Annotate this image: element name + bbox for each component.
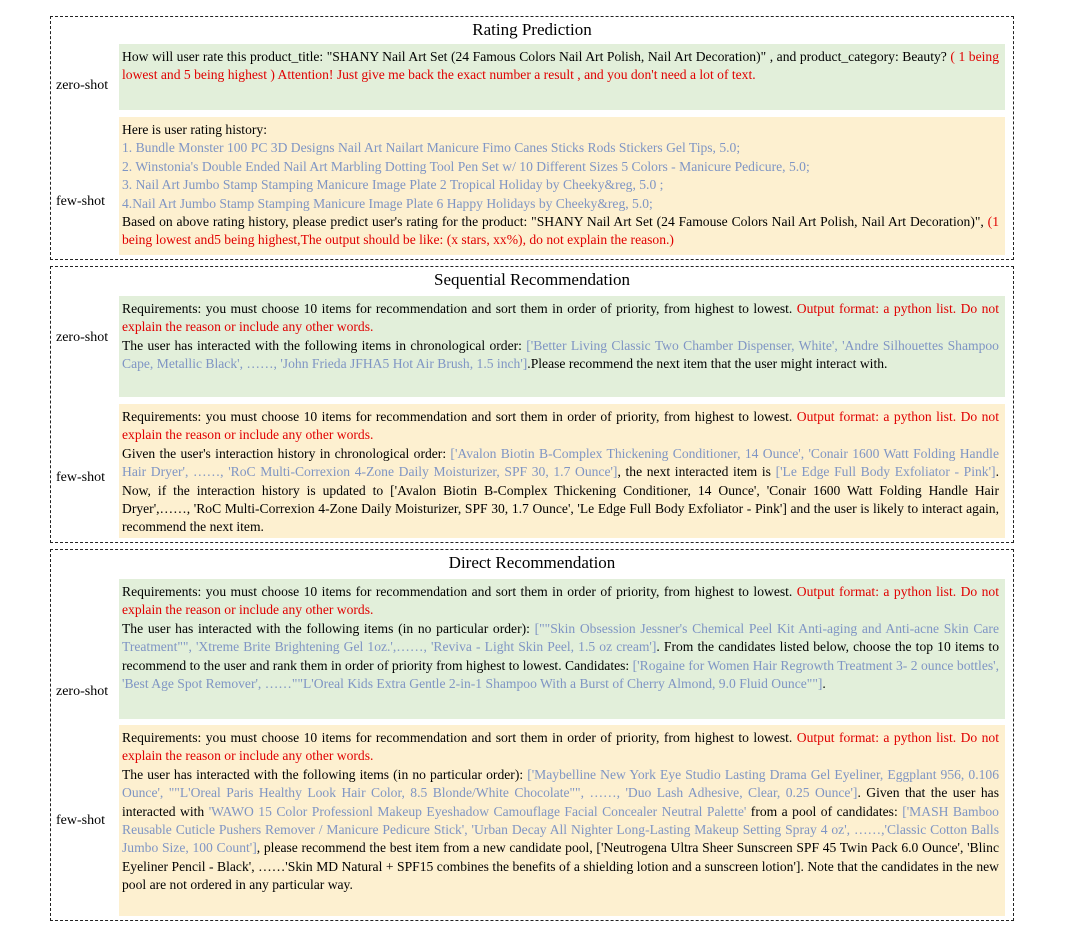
prompt-text: How will user rate this product_title: "SHANY Nail Art Set (24 Famous Colors Nail Art Polish, Nail Art Decoration)" , and product_category: Beauty?: [122, 49, 951, 64]
prompt-text: Based on above rating history, please predict user's rating for the product: "SHANY Nail Art Set (24 Famouse Colors Nail Art Polish, Nail Art Decoration)",: [122, 214, 988, 230]
section-title: Rating Prediction: [472, 20, 592, 39]
few-shot-prompt-box: [119, 725, 1005, 916]
few-shot-label: few-shot: [56, 194, 105, 209]
few-shot-label: few-shot: [56, 470, 105, 485]
history-item: 4.Nail Art Jumbo Stamp Stamping Manicure Image Plate 6 Happy Holidays by Cheeky&reg, 5.0;: [122, 195, 653, 211]
candidate-list: ['Rogaine for Women Hair Regrowth Treatment 3- 2 ounce bottles', 'Best Age Spot Remover', ……""L'Oreal Kids Extra Gentle 2-in-1 Shampoo With a Burst of Cherry Almond, 9.0 Fluid Ounce""]: [122, 657, 999, 692]
few-shot-prompt-box: [119, 117, 1005, 255]
history-item: 2. Winstonia's Double Ended Nail Art Marbling Dotting Tool Pen Set w/ 10 Different Sizes 5 Colors - Manicure Pedicure, 5.0;: [122, 158, 810, 174]
history-item: 3. Nail Art Jumbo Stamp Stamping Manicure Image Plate 2 Tropical Holiday by Cheeky&reg, 5.0 ;: [122, 177, 664, 193]
instruction-text: Output format: a python list. Do not explain the reason or include any other words.: [122, 301, 1000, 335]
zero-shot-prompt-box: [119, 44, 1005, 110]
few-shot-prompt-box: [119, 404, 1005, 538]
instruction-text: Output format: a python list. Do not explain the reason or include any other words.: [122, 730, 1000, 764]
few-shot-label: few-shot: [56, 813, 105, 828]
zero-shot-prompt-box: [119, 296, 1005, 397]
instruction-text: (1 being lowest and5 being highest,The output should be like: (x stars, xx%), do not explain the reason.): [122, 214, 999, 248]
sequential-recommendation-section: [50, 266, 1014, 543]
history-intro: Here is user rating history:: [122, 122, 267, 137]
direct-recommendation-section: [50, 549, 1014, 921]
item-name: 'WAWO 15 Color Professionl Makeup Eyeshadow Camouflage Facial Concealer Neutral Palette': [208, 803, 747, 819]
prompt-text: Requirements: you must choose 10 items for recommendation and sort them in order of priority, from highest to lowest.: [122, 584, 797, 599]
prompt-text: The user has interacted with the following items in chronological order:: [122, 337, 527, 353]
item-list: ['Maybelline New York Eye Studio Lasting Drama Gel Eyeliner, Eggplant 956, 0.106 Ounce', ""L'Oreal Paris Healthy Look Hair Color, 8.5 Blonde/White Chocolate"", ……, 'Duo Lash Adhesive, Clear, 0.25 Ounce']: [122, 766, 999, 801]
prompt-text: . Now, if the interaction history is updated to ['Avalon Biotin B-Complex Thickening Conditioner, 14 Ounce', 'Conair 1600 Watt Folding Handle Hair Dryer',……, 'RoC Multi-Correxion 4-Zone Daily Moisturizer, SPF 30, 1.7 Ounce', 'Le Edge Full Body Exfoliator - Pink'] and the user is likely to interact again, recommend the next item.: [122, 464, 999, 535]
item-list: ['Better Living Classic Two Chamber Dispenser, White', 'Andre Silhouettes Shampoo Cape, Metallic Black', ……, 'John Frieda JFHA5 Hot Air Brush, 1.5 inch']: [122, 337, 999, 372]
instruction-text: Output format: a python list. Do not explain the reason or include any other words.: [122, 584, 1000, 618]
candidate-list: ['MASH Bamboo Reusable Cuticle Pushers Remover / Manicure Pedicure Stick', 'Urban Decay All Nighter Long-Lasting Makeup Setting Spray 4 oz', ……,'Classic Cotton Balls Jumbo Size, 100 Count']: [122, 803, 999, 856]
zero-shot-label: zero-shot: [56, 78, 109, 93]
prompt-text: from a pool of candidates:: [746, 803, 903, 819]
prompt-text: The user has interacted with the following items (in no particular order):: [122, 766, 528, 782]
prompt-text: Given the user's interaction history in chronological order:: [122, 445, 451, 461]
prompt-text: , the next interacted item is: [617, 464, 776, 480]
prompt-text: .: [822, 676, 826, 692]
prompt-text: .Please recommend the next item that the user might interact with.: [527, 356, 888, 372]
item-list: ['Avalon Biotin B-Complex Thickening Conditioner, 14 Ounce', 'Conair 1600 Watt Folding Handle Hair Dryer', ……, 'RoC Multi-Correxion 4-Zone Daily Moisturizer, SPF 30, 1.7 Ounce']: [122, 445, 999, 480]
section-title: Sequential Recommendation: [434, 270, 630, 289]
zero-shot-label: zero-shot: [56, 684, 109, 699]
prompt-text: Requirements: you must choose 10 items for recommendation and sort them in order of priority, from highest to lowest.: [122, 301, 797, 316]
prompt-text: . Given that the user has interacted with: [122, 785, 999, 819]
instruction-text: ( 1 being lowest and 5 being highest ) Attention! Just give me back the exact number a result , and you don't need a lot of text.: [122, 49, 999, 83]
prompt-text: Requirements: you must choose 10 items for recommendation and sort them in order of priority, from highest to lowest.: [122, 730, 797, 745]
instruction-text: Output format: a python list. Do not explain the reason or include any other words.: [122, 409, 1000, 443]
item-list: ['Le Edge Full Body Exfoliator - Pink']: [775, 464, 996, 480]
section-title: Direct Recommendation: [448, 553, 616, 572]
zero-shot-prompt-box: [119, 579, 1005, 719]
prompt-text: Requirements: you must choose 10 items for recommendation and sort them in order of priority, from highest to lowest.: [122, 409, 797, 424]
item-list: [""Skin Obsession Jessner's Chemical Peel Kit Anti-aging and Anti-acne Skin Care Treatment"", 'Xtreme Brite Brightening Gel 1oz.',……, 'Reviva - Light Skin Peel, 1.5 oz cream']: [122, 620, 999, 655]
prompt-text: , please recommend the best item from a new candidate pool, ['Neutrogena Ultra Sheer Sunscreen SPF 45 Twin Pack 6.0 Ounce', 'Blinc Eyeliner Pencil - Black', ……'Skin MD Natural + SPF15 combines the benefits of a shielding lotion and a sunscreen lotion']. Note that the candidates in the new pool are not ordered in any particular way.: [122, 840, 999, 893]
history-item: 1. Bundle Monster 100 PC 3D Designs Nail Art Nailart Manicure Fimo Canes Sticks Rods Stickers Gel Tips, 5.0;: [122, 140, 741, 156]
rating-prediction-section: [50, 16, 1014, 260]
prompt-text: . From the candidates listed below, choose the top 10 items to recommend to the user and rank them in order of priority from highest to lowest. Candidates:: [122, 639, 999, 673]
prompt-text: The user has interacted with the following items (in no particular order):: [122, 620, 535, 636]
zero-shot-label: zero-shot: [56, 330, 109, 345]
